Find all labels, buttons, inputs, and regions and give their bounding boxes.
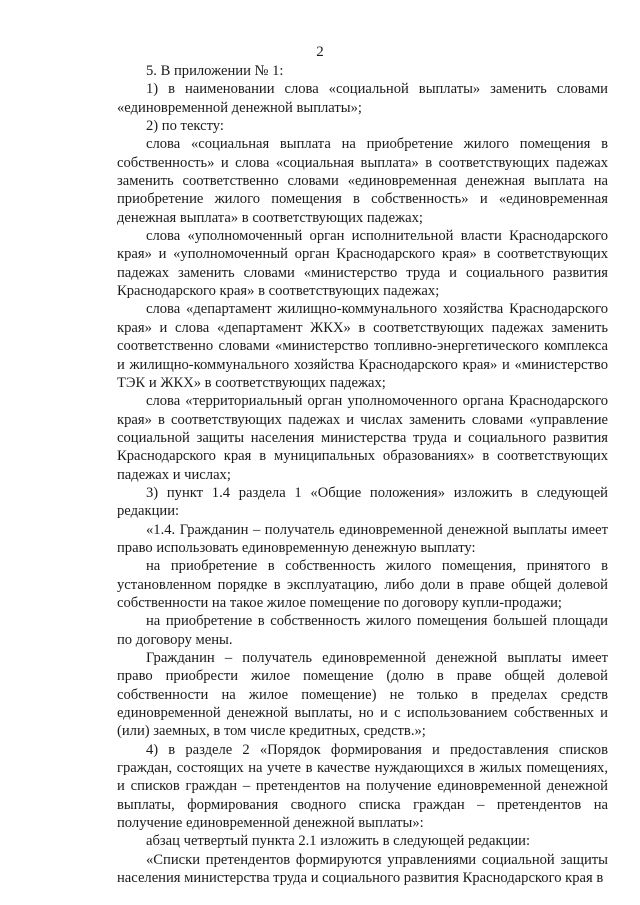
paragraph: «1.4. Гражданин – получатель единовременной денежной выплаты имеет право использовать единовременную денежную выплату: (117, 521, 608, 556)
paragraph: на приобретение в собственность жилого помещения, принятого в установленном порядке в эксплуатацию, либо доли в праве общей долевой собственности на такое жилое помещение по договору купли-продажи; (117, 558, 608, 611)
paragraph: слова «уполномоченный орган исполнительной власти Краснодарского края» и «уполномоченный орган Краснодарского края» в соответствующих падежах заменить словами «министерство труда и социального развития Краснодарского края» в соответствующих падежах; (117, 228, 608, 300)
paragraph: слова «департамент жилищно-коммунального хозяйства Краснодарского края» и слова «департамент ЖКХ» в соответствующих падежах заменить соответственно словами «министерство топливно-энергетического комплекса и жилищно-коммунального хозяйства Краснодарского края» и «министерство ТЭК и ЖКХ» в соответствующих падежах; (117, 301, 608, 391)
paragraph: «Списки претендентов формируются управлениями социальной защиты населения министерства труда и социального развития Краснодарского края в (117, 851, 608, 887)
paragraph: 3) пункт 1.4 раздела 1 «Общие положения» изложить в следующей редакции: (117, 484, 608, 520)
paragraph: 2) по тексту: (146, 118, 224, 135)
paragraph: абзац четвертый пункта 2.1 изложить в следующей редакции: (146, 833, 531, 850)
document-body (117, 62, 608, 887)
paragraph: Гражданин – получатель единовременной денежной выплаты имеет право приобрести жилое помещение (долю в праве общей долевой собственности на жилое помещение) не только в пределах средств единовременной денежной выплаты, но и с использованием собственных и (или) заемных, в том числе кредитных, средств.»; (117, 650, 608, 740)
paragraph: 5. В приложении № 1: (146, 63, 284, 79)
paragraph: 1) в наименовании слова «социальной выплаты» заменить словами «единовременной денежной выплаты»; (117, 81, 608, 116)
paragraph: слова «социальная выплата на приобретение жилого помещения в собственность» и слова «социальная выплата» в соответствующих падежах заменить соответственно словами «единовременная денежная выплата на приобретение жилого помещения в собственность» и «единовременная денежная выплата» в соответствующих падежах; (117, 136, 608, 226)
paragraph: 4) в разделе 2 «Порядок формирования и предоставления списков граждан, состоящих на учете в качестве нуждающихся в жилых помещениях, и списков граждан – претендентов на получение единовременной денежной выплаты, формирования сводного списка граждан – претендентов на получение единовременной денежной выплаты»: (117, 741, 608, 832)
paragraph: слова «территориальный орган уполномоченного органа Краснодарского края» в соответствующих падежах и числах заменить словами «управление социальной защиты населения министерства труда и социального развития Краснодарского края в муниципальных образованиях» в соответствующих падежах и числах; (117, 393, 608, 483)
page-number: 2 (316, 44, 324, 60)
paragraph: на приобретение в собственность жилого помещения большей площади по договору мены. (117, 613, 608, 648)
